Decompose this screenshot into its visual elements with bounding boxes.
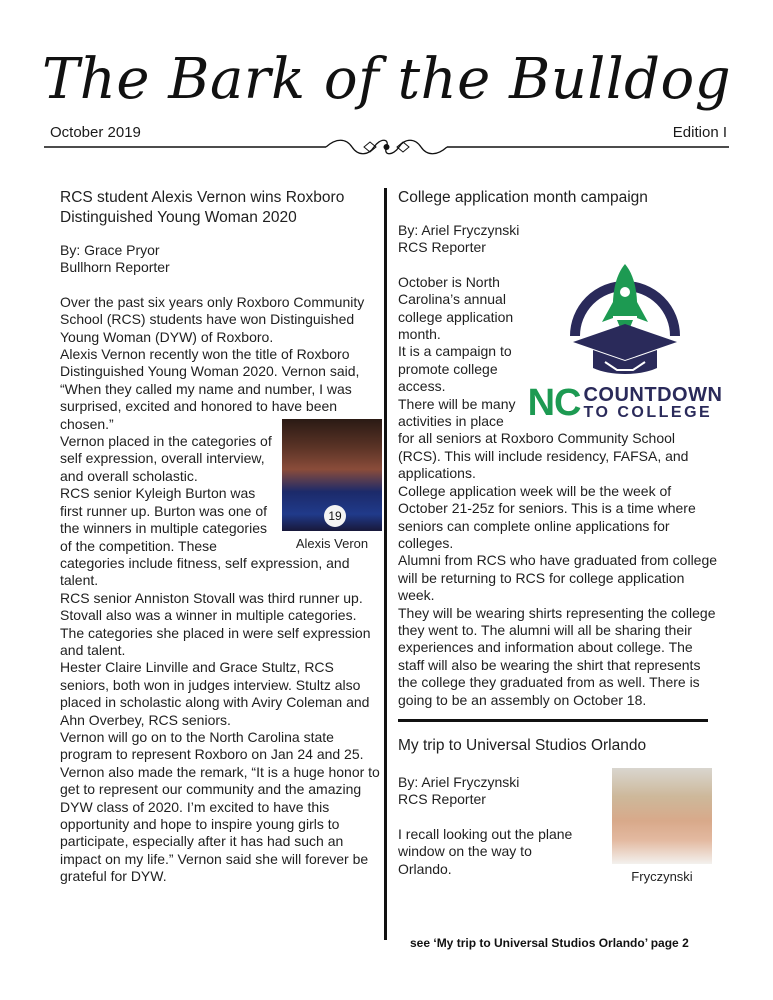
paragraph: Hester Claire Linville and Grace Stultz, RCS seniors, both won in judges interview. Stultz also placed in scholastic along with Aviry Coleman and Ahn Overbey, RCS seniors. — [60, 659, 370, 728]
paragraph: Vernon also made the remark, “It is a huge honor to get to represent our community and the amazing DYW class of 2020. I’m excited to have this opportunity and hope to inspire young girls to participate, especially after it has had such an impact on my life.” Vernon said she will forever be grateful for DYW. — [60, 763, 380, 885]
nc-countdown-logo — [527, 258, 723, 425]
masthead-title: The Bark of the Bulldog — [41, 47, 732, 112]
logo-nc: NC — [527, 382, 581, 425]
rocket-icon — [555, 258, 695, 378]
article-headline: My trip to Universal Studios Orlando — [398, 736, 647, 754]
article-headline: RCS student Alexis Vernon wins Roxboro Distinguished Young Woman 2020 — [60, 189, 345, 226]
photo-caption: Alexis Veron — [295, 536, 369, 552]
paragraph: Over the past six years only Roxboro Community School (RCS) students have won Distinguished Young Woman (DYW) of Roxboro. — [60, 293, 365, 345]
continuation-note: see ‘My trip to Universal Studios Orlando’ page 2 — [410, 936, 689, 950]
fryczynski-photo-figure — [612, 768, 712, 885]
paragraph: RCS senior Anniston Stovall was third runner up. Stovall also was a winner in multiple categories. The categories she placed in were self expression and talent. — [60, 589, 371, 658]
contestant-number: 19 — [324, 505, 346, 527]
byline-name: By: Ariel Fryczynski — [398, 222, 520, 238]
article-universal-trip — [398, 736, 718, 884]
logo-countdown: COUNTDOWN — [583, 384, 723, 407]
paragraph: Vernon placed in the categories of self expression, overall interview, and overall scholastic. — [60, 433, 272, 484]
article-headline: College application month campaign — [398, 189, 648, 206]
fryczynski-photo — [612, 768, 712, 864]
section-divider — [398, 719, 708, 722]
paragraph: Alexis Vernon recently won the title of Roxboro Distinguished Young Woman 2020. Vernon said, “When they called my name and number, I was surprised, excited and honored to have been chosen.” — [60, 346, 360, 432]
vernon-photo — [282, 419, 382, 531]
paragraph: RCS senior Kyleigh Burton was first runner up. Burton was one of the winners in multiple categories of the competition. These categories include fitness, self expression, and talent. — [60, 485, 350, 589]
vernon-photo-figure — [282, 419, 382, 552]
paragraph: It is a campaign to promote college access. — [398, 343, 512, 395]
ornamental-rule — [44, 134, 729, 164]
paragraph: They will be wearing shirts representing the college they went to. The alumni will all be sharing their experiences and information about college. The staff will also be wearing the shirt that represents the college they graduated from as well. There is going to be an assembly on October 18. — [398, 604, 716, 708]
paragraph: October is North Carolina’s annual college application month. — [398, 273, 514, 343]
article-college-month — [398, 188, 723, 887]
issue-date: October 2019 — [50, 124, 141, 141]
paragraph: Vernon will go on to the North Carolina state program to represent Roxboro on Jan 24 and 25. — [60, 728, 364, 763]
edition-label: Edition I — [672, 124, 727, 141]
byline-role: RCS Reporter — [398, 239, 486, 256]
byline-role: Bullhorn Reporter — [60, 259, 170, 276]
logo-to-college: TO COLLEGE — [583, 404, 713, 422]
byline-role: RCS Reporter — [398, 791, 486, 808]
paragraph: I recall looking out the plane window on the way to Orlando. — [398, 825, 573, 877]
byline-name: By: Ariel Fryczynski — [398, 773, 520, 790]
paragraph: There will be many activities in place for all seniors at Roxboro Community School (RCS). This will include residency, FAFSA, and applications. — [398, 395, 689, 482]
paragraph: College application week will be the week of October 21-25z for seniors. This is a time where seniors can complete online applications for colleges. — [398, 482, 696, 551]
paragraph: Alumni from RCS who have graduated from college will be returning to RCS for college application week. — [398, 552, 718, 604]
byline-name: By: Grace Pryor — [60, 242, 160, 258]
column-divider — [384, 188, 387, 940]
article-dyw — [60, 188, 382, 886]
photo-caption: Fryczynski — [631, 868, 693, 884]
